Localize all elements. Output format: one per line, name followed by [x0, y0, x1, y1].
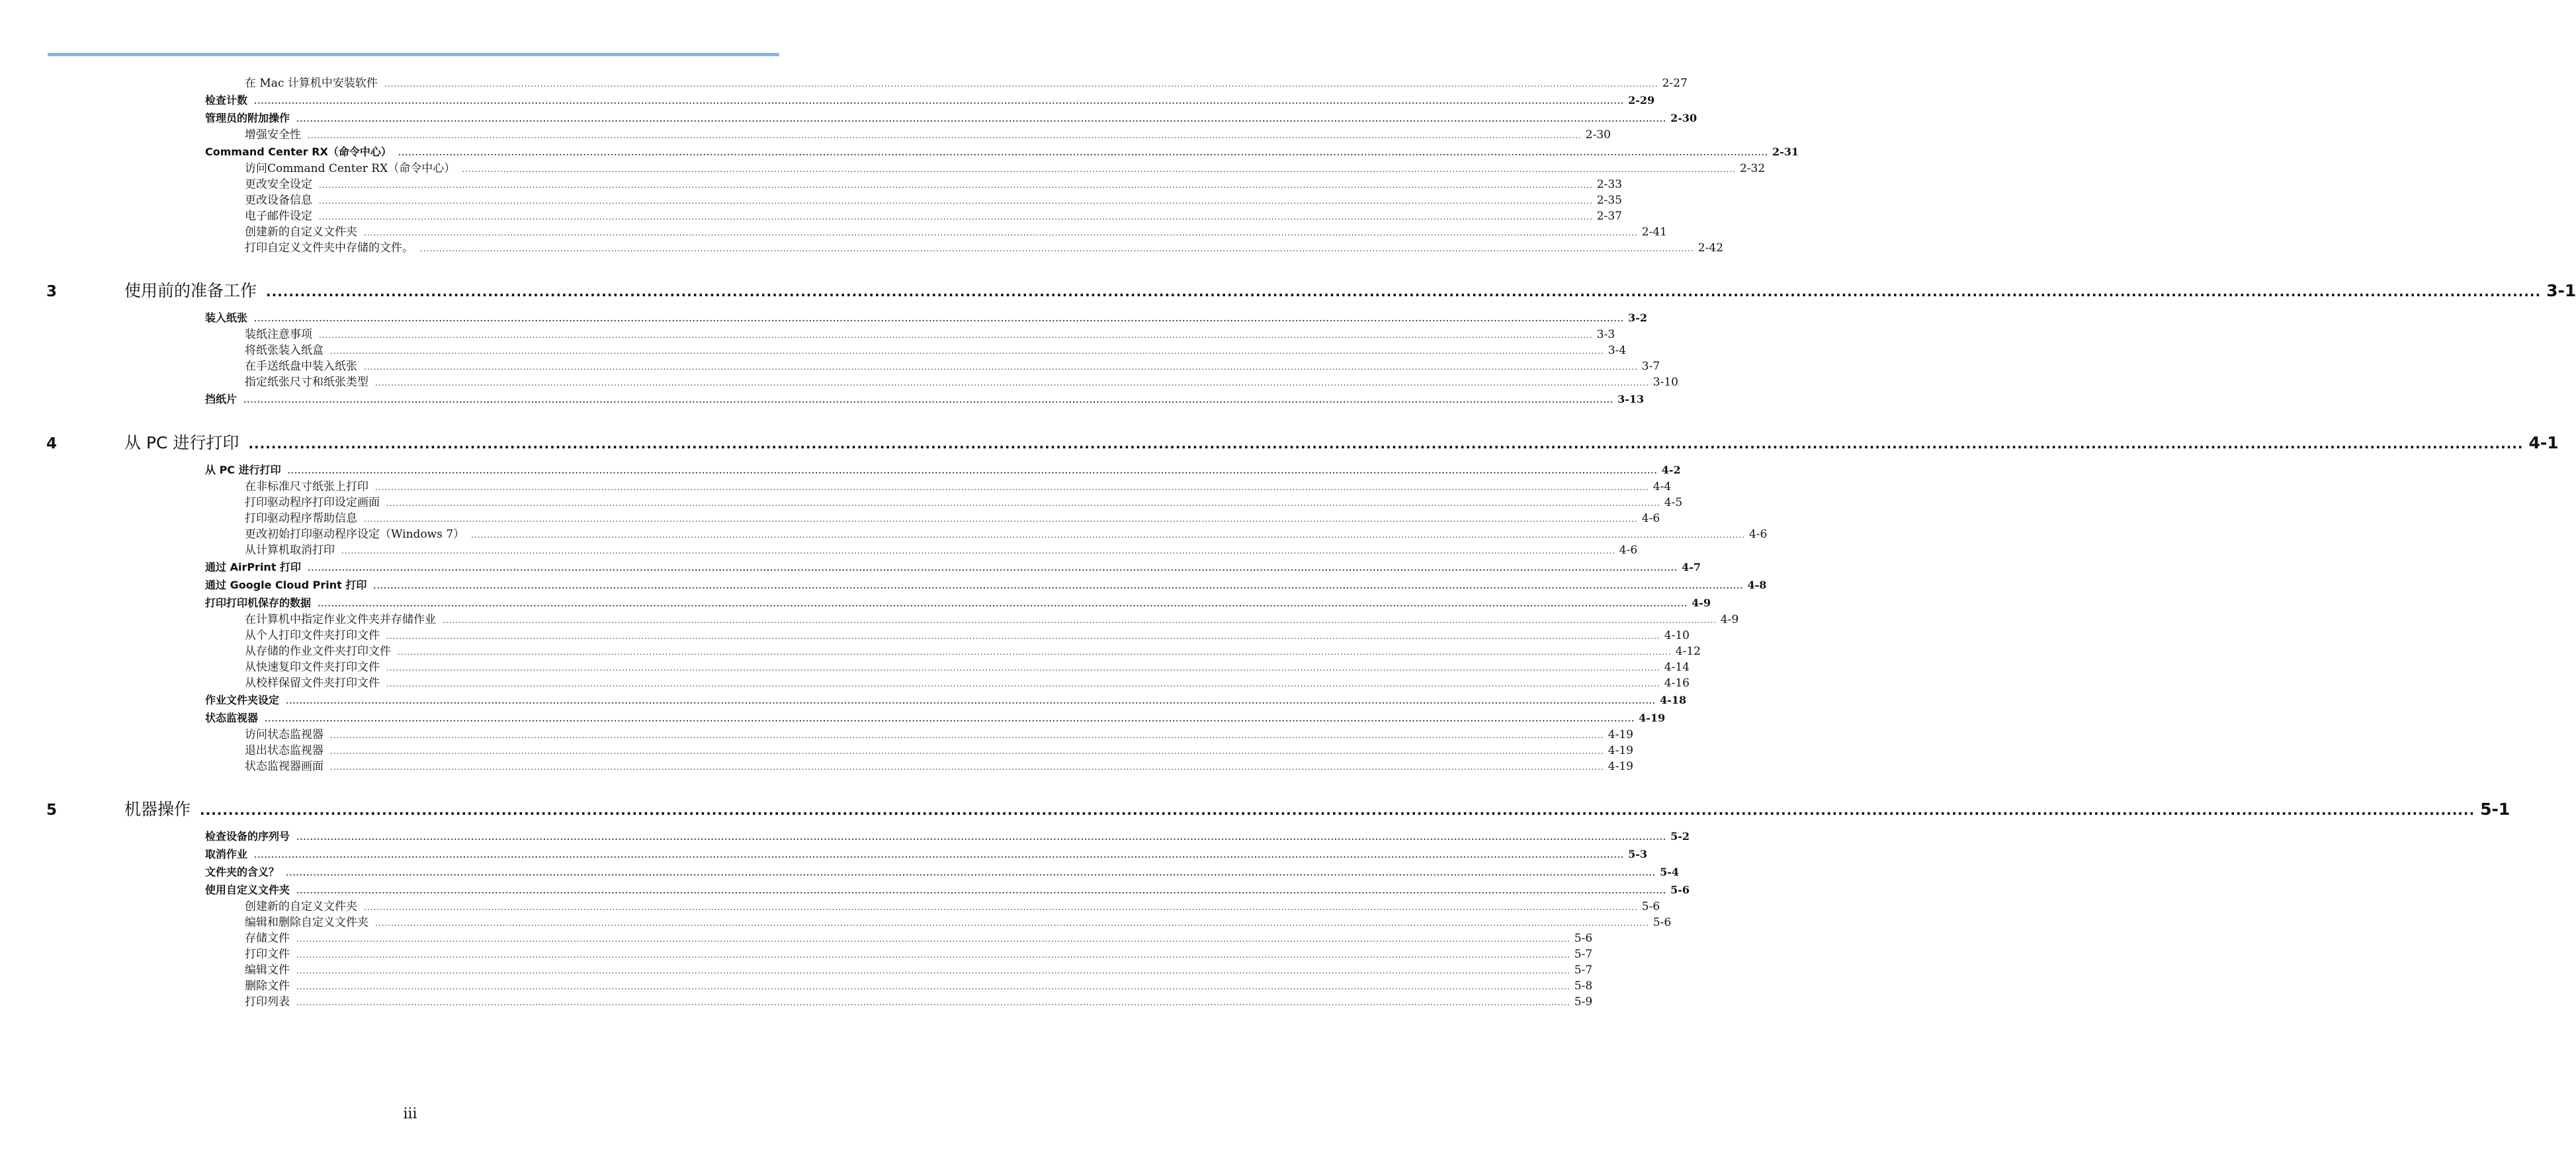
entry-page: 5-3 [1628, 848, 1648, 860]
entry-title: 删除文件 [245, 979, 290, 993]
dot-leader: ................................................................................................................................................................................................................................................................................................................................................................................................................ [330, 763, 1604, 772]
entry-page: 3-3 [1596, 328, 1615, 341]
dot-leader: ................................................................................................................................................................................................................................................................................................................................................................................................................ [296, 833, 1667, 842]
toc-entry[interactable] [46, 675, 1690, 691]
entry-title: 打印打印机保存的数据 [205, 597, 312, 609]
entry-title: 访问Command Center RX（命令中心） [245, 162, 456, 175]
entry-title: 通过 Google Cloud Print 打印 [205, 579, 367, 591]
dot-leader: ................................................................................................................................................................................................................................................................................................................................................................................................................ [384, 79, 1658, 89]
toc-entry[interactable] [46, 881, 1690, 899]
toc-entry[interactable] [46, 899, 1660, 915]
dot-leader: ................................................................................................................................................................................................................................................................................................................................................................................................................ [266, 284, 2542, 300]
toc-entry[interactable] [46, 75, 1688, 91]
toc-entry[interactable] [46, 612, 1739, 628]
entry-title: 检查计数 [205, 94, 248, 106]
dot-leader: ................................................................................................................................................................................................................................................................................................................................................................................................................ [330, 347, 1604, 356]
entry-page: 4-10 [1664, 629, 1690, 642]
entry-title: 通过 AirPrint 打印 [205, 561, 302, 573]
toc-entry[interactable] [46, 643, 1701, 659]
entry-page: 5-4 [1660, 866, 1680, 878]
toc-entry[interactable] [46, 994, 1593, 1010]
dot-leader: ................................................................................................................................................................................................................................................................................................................................................................................................................ [200, 802, 2475, 818]
toc-entry[interactable] [46, 358, 1660, 374]
toc-entry[interactable] [46, 978, 1593, 994]
toc-entry[interactable] [46, 143, 1799, 161]
entry-page: 2-30 [1585, 128, 1611, 142]
entry-page: 4-6 [1748, 528, 1768, 541]
dot-leader: ................................................................................................................................................................................................................................................................................................................................................................................................................ [443, 616, 1717, 625]
entry-title: 电子邮件设定 [245, 210, 312, 223]
table-of-contents [46, 75, 2576, 1010]
entry-page: 4-4 [1653, 480, 1672, 493]
dot-leader: ................................................................................................................................................................................................................................................................................................................................................................................................................ [254, 314, 1625, 323]
dot-leader: ................................................................................................................................................................................................................................................................................................................................................................................................................ [296, 934, 1570, 944]
toc-entry[interactable] [46, 691, 1687, 709]
toc-entry[interactable] [46, 224, 1667, 240]
entry-title: 更改设备信息 [245, 194, 312, 207]
entry-page: 4-6 [1641, 512, 1660, 525]
dot-leader: ................................................................................................................................................................................................................................................................................................................................................................................................................ [318, 599, 1688, 608]
toc-entry[interactable] [46, 309, 1648, 327]
dot-leader: ................................................................................................................................................................................................................................................................................................................................................................................................................ [462, 165, 1736, 174]
top-rule [48, 53, 779, 56]
dot-leader: ................................................................................................................................................................................................................................................................................................................................................................................................................ [386, 499, 1660, 508]
entry-title: 打印驱动程序帮助信息 [245, 512, 357, 525]
dot-leader: ................................................................................................................................................................................................................................................................................................................................................................................................................ [375, 483, 1649, 492]
entry-title: Command Center RX（命令中心） [205, 145, 392, 158]
entry-title: 增强安全性 [245, 128, 301, 142]
entry-title: 从快速复印文件夹打印文件 [245, 661, 380, 674]
toc-entry[interactable] [46, 628, 1690, 643]
dot-leader: ................................................................................................................................................................................................................................................................................................................................................................................................................ [364, 903, 1638, 912]
toc-entry[interactable] [46, 845, 1648, 863]
dot-leader: ................................................................................................................................................................................................................................................................................................................................................................................................................ [308, 563, 1678, 573]
page-number: iii [403, 1106, 417, 1122]
entry-page: 5-6 [1574, 932, 1593, 945]
entry-title: 打印自定义文件夹中存储的文件。 [245, 241, 413, 255]
chapter-number: 4 [46, 435, 58, 452]
dot-leader: ................................................................................................................................................................................................................................................................................................................................................................................................................ [248, 436, 2524, 452]
entry-page: 4-5 [1664, 496, 1683, 509]
entry-title: 更改初始打印驱动程序设定（Windows 7） [245, 528, 465, 541]
dot-leader: ................................................................................................................................................................................................................................................................................................................................................................................................................ [364, 515, 1638, 524]
entry-page: 4-9 [1720, 613, 1739, 626]
entry-page: 4-16 [1664, 677, 1690, 690]
dot-leader: ................................................................................................................................................................................................................................................................................................................................................................................................................ [373, 581, 1744, 591]
entry-page: 4-12 [1675, 645, 1701, 658]
entry-page: 2-42 [1697, 241, 1723, 255]
entry-title: 在手送纸盘中装入纸张 [245, 360, 357, 373]
toc-entry[interactable] [46, 526, 1768, 542]
dot-leader: ................................................................................................................................................................................................................................................................................................................................................................................................................ [386, 663, 1660, 673]
dot-leader: ................................................................................................................................................................................................................................................................................................................................................................................................................ [398, 647, 1672, 657]
toc-entry[interactable] [46, 91, 1655, 109]
entry-page: 4-7 [1682, 561, 1701, 573]
dot-leader: ................................................................................................................................................................................................................................................................................................................................................................................................................ [265, 714, 1635, 724]
toc-entry[interactable] [46, 390, 1645, 408]
toc-entry[interactable] [46, 542, 1638, 558]
entry-page: 4-6 [1619, 544, 1638, 557]
entry-page: 2-41 [1641, 226, 1667, 239]
dot-leader: ................................................................................................................................................................................................................................................................................................................................................................................................................ [364, 362, 1638, 372]
entry-page: 5-6 [1653, 916, 1672, 929]
toc-entry[interactable] [46, 161, 1766, 177]
dot-leader: ................................................................................................................................................................................................................................................................................................................................................................................................................ [296, 998, 1570, 1007]
entry-title: 编辑文件 [245, 964, 290, 977]
entry-page: 2-32 [1739, 162, 1766, 175]
toc-entry[interactable] [46, 327, 1615, 343]
toc-entry[interactable] [46, 709, 1666, 727]
entry-title: 检查设备的序列号 [205, 830, 290, 843]
toc-entry[interactable] [46, 127, 1611, 143]
entry-title: 装纸注意事项 [245, 328, 312, 341]
toc-entry[interactable] [46, 727, 1633, 743]
entry-title: 打印驱动程序打印设定画面 [245, 496, 380, 509]
entry-title: 挡纸片 [205, 393, 237, 405]
entry-page: 3-4 [1608, 344, 1627, 357]
chapter-title: 机器操作 [124, 800, 191, 819]
entry-page: 2-29 [1628, 94, 1655, 106]
dot-leader: ................................................................................................................................................................................................................................................................................................................................................................................................................ [296, 950, 1570, 960]
entry-title: 编辑和删除自定义文件夹 [245, 916, 368, 929]
chapter-number: 5 [46, 802, 58, 819]
dot-leader: ................................................................................................................................................................................................................................................................................................................................................................................................................ [254, 850, 1625, 860]
chapter-page: 3-1 [2546, 281, 2576, 300]
entry-page: 5-6 [1641, 900, 1660, 913]
dot-leader: ................................................................................................................................................................................................................................................................................................................................................................................................................ [420, 244, 1694, 253]
entry-page: 5-8 [1574, 979, 1593, 993]
entry-title: 作业文件夹设定 [205, 694, 280, 706]
toc-entry[interactable] [46, 374, 1678, 390]
dot-leader: ................................................................................................................................................................................................................................................................................................................................................................................................................ [254, 97, 1625, 106]
entry-page: 4-8 [1747, 579, 1767, 591]
entry-title: 装入纸张 [205, 311, 248, 324]
dot-leader: ................................................................................................................................................................................................................................................................................................................................................................................................................ [386, 679, 1660, 688]
dot-leader: ................................................................................................................................................................................................................................................................................................................................................................................................................ [319, 196, 1593, 206]
toc-entry[interactable] [46, 946, 1593, 962]
entry-title: 管理员的附加操作 [205, 112, 290, 124]
toc-entry[interactable] [46, 461, 1681, 479]
toc-chapter[interactable] [46, 794, 2511, 825]
entry-title: 在非标准尺寸纸张上打印 [245, 480, 368, 493]
entry-title: 打印文件 [245, 948, 290, 961]
toc-entry[interactable] [46, 192, 1622, 208]
dot-leader: ................................................................................................................................................................................................................................................................................................................................................................................................................ [375, 378, 1649, 388]
entry-title: 创建新的自定义文件夹 [245, 900, 357, 913]
dot-leader: ................................................................................................................................................................................................................................................................................................................................................................................................................ [296, 966, 1570, 975]
dot-leader: ................................................................................................................................................................................................................................................................................................................................................................................................................ [341, 546, 1615, 556]
toc-entry[interactable] [46, 576, 1767, 594]
chapter-number: 3 [46, 283, 58, 300]
toc-entry[interactable] [46, 659, 1690, 675]
dot-leader: ................................................................................................................................................................................................................................................................................................................................................................................................................ [287, 466, 1658, 476]
dot-leader: ................................................................................................................................................................................................................................................................................................................................................................................................................ [296, 114, 1667, 124]
entry-page: 2-27 [1662, 77, 1688, 90]
toc-entry[interactable] [46, 759, 1633, 774]
toc-entry[interactable] [46, 558, 1701, 576]
dot-leader: ................................................................................................................................................................................................................................................................................................................................................................................................................ [330, 731, 1604, 740]
toc-entry[interactable] [46, 743, 1633, 759]
dot-leader: ................................................................................................................................................................................................................................................................................................................................................................................................................ [386, 632, 1660, 641]
entry-title: 存储文件 [245, 932, 290, 945]
toc-entry[interactable] [46, 931, 1593, 946]
entry-title: 从个人打印文件夹打印文件 [245, 629, 380, 642]
entry-page: 2-33 [1596, 178, 1622, 191]
entry-title: 状态监视器画面 [245, 760, 323, 773]
toc-entry[interactable] [46, 177, 1622, 192]
entry-page: 4-19 [1608, 744, 1633, 757]
toc-chapter[interactable] [46, 276, 2576, 306]
chapter-page: 4-1 [2528, 433, 2559, 452]
dot-leader: ................................................................................................................................................................................................................................................................................................................................................................................................................ [319, 181, 1593, 190]
toc-chapter[interactable] [46, 428, 2559, 458]
toc-entry[interactable] [46, 962, 1593, 978]
entry-page: 5-6 [1670, 884, 1690, 896]
chapter-page: 5-1 [2480, 800, 2511, 819]
chapter-title: 使用前的准备工作 [124, 281, 257, 300]
entry-title: 状态监视器 [205, 712, 259, 724]
entry-page: 4-19 [1639, 712, 1666, 724]
entry-title: 取消作业 [205, 848, 248, 860]
entry-title: 创建新的自定义文件夹 [245, 226, 357, 239]
entry-title: 在计算机中指定作业文件夹并存储作业 [245, 613, 436, 626]
entry-title: 打印列表 [245, 995, 290, 1009]
entry-page: 4-2 [1661, 464, 1681, 476]
toc-entry[interactable] [46, 343, 1627, 358]
entry-page: 5-2 [1670, 830, 1690, 843]
toc-entry[interactable] [46, 594, 1711, 612]
entry-page: 3-2 [1628, 311, 1648, 324]
toc-entry[interactable] [46, 240, 1723, 256]
entry-title: 从计算机取消打印 [245, 544, 335, 557]
dot-leader: ................................................................................................................................................................................................................................................................................................................................................................................................................ [308, 131, 1582, 140]
entry-page: 5-9 [1574, 995, 1593, 1009]
dot-leader: ................................................................................................................................................................................................................................................................................................................................................................................................................ [375, 919, 1649, 928]
dot-leader: ................................................................................................................................................................................................................................................................................................................................................................................................................ [296, 886, 1667, 895]
entry-page: 5-7 [1574, 948, 1593, 961]
toc-entry[interactable] [46, 863, 1680, 881]
toc-entry[interactable] [46, 511, 1660, 526]
dot-leader: ................................................................................................................................................................................................................................................................................................................................................................................................................ [398, 148, 1768, 157]
toc-entry[interactable] [46, 495, 1683, 511]
entry-title: 从存储的作业文件夹打印文件 [245, 645, 391, 658]
entry-title: 在 Mac 计算机中安装软件 [245, 77, 378, 90]
entry-title: 使用自定义文件夹 [205, 884, 290, 896]
entry-page: 4-19 [1608, 760, 1633, 773]
entry-page: 3-13 [1617, 393, 1645, 405]
entry-page: 4-9 [1692, 597, 1711, 609]
entry-title: 更改安全设定 [245, 178, 312, 191]
entry-page: 2-31 [1772, 145, 1799, 158]
entry-title: 访问状态监视器 [245, 728, 323, 741]
entry-title: 退出状态监视器 [245, 744, 323, 757]
toc-entry[interactable] [46, 109, 1697, 127]
entry-title: 指定纸张尺寸和纸张类型 [245, 376, 368, 389]
entry-page: 5-7 [1574, 964, 1593, 977]
entry-title: 将纸张装入纸盒 [245, 344, 323, 357]
entry-page: 2-37 [1596, 210, 1622, 223]
dot-leader: ................................................................................................................................................................................................................................................................................................................................................................................................................ [286, 696, 1656, 706]
dot-leader: ................................................................................................................................................................................................................................................................................................................................................................................................................ [243, 395, 1614, 405]
entry-title: 文件夹的含义？ [205, 866, 280, 878]
entry-page: 3-10 [1653, 376, 1678, 389]
dot-leader: ................................................................................................................................................................................................................................................................................................................................................................................................................ [296, 982, 1570, 991]
toc-entry[interactable] [46, 915, 1672, 931]
entry-title: 从 PC 进行打印 [205, 464, 281, 476]
dot-leader: ................................................................................................................................................................................................................................................................................................................................................................................................................ [330, 747, 1604, 756]
entry-page: 4-14 [1664, 661, 1690, 674]
entry-title: 从校样保留文件夹打印文件 [245, 677, 380, 690]
toc-entry[interactable] [46, 208, 1622, 224]
dot-leader: ................................................................................................................................................................................................................................................................................................................................................................................................................ [471, 530, 1745, 540]
entry-page: 2-35 [1596, 194, 1622, 207]
toc-entry[interactable] [46, 479, 1672, 495]
entry-page: 2-30 [1670, 112, 1697, 124]
toc-entry[interactable] [46, 827, 1690, 845]
dot-leader: ................................................................................................................................................................................................................................................................................................................................................................................................................ [319, 331, 1593, 340]
entry-page: 3-7 [1641, 360, 1660, 373]
entry-page: 4-19 [1608, 728, 1633, 741]
dot-leader: ................................................................................................................................................................................................................................................................................................................................................................................................................ [319, 212, 1593, 222]
dot-leader: ................................................................................................................................................................................................................................................................................................................................................................................................................ [364, 228, 1638, 237]
dot-leader: ................................................................................................................................................................................................................................................................................................................................................................................................................ [286, 868, 1656, 878]
entry-page: 4-18 [1660, 694, 1687, 706]
chapter-title: 从 PC 进行打印 [124, 433, 239, 452]
